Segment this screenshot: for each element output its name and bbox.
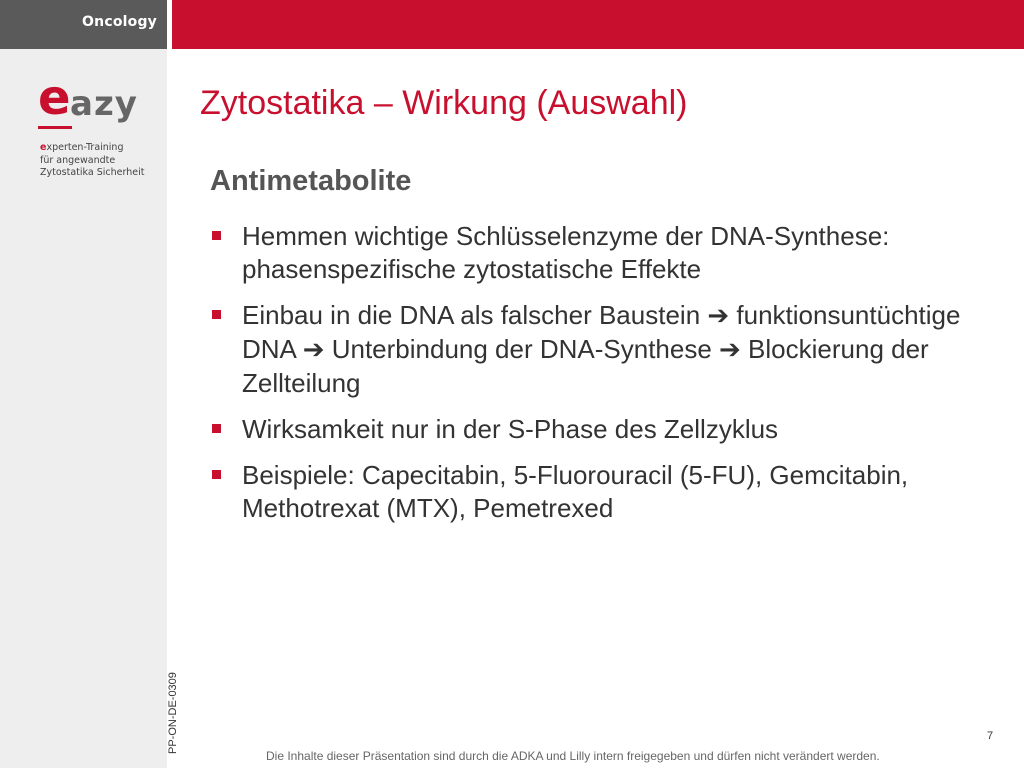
bullet-text: Beispiele: Capecitabin, 5-Fluorouracil (5-FU), Gemcitabin, Methotrexat (MTX), Pemetrexed bbox=[242, 460, 909, 523]
footer-disclaimer: Die Inhalte dieser Präsentation sind durch die ADKA und Lilly intern freigegeben und dürfen nicht verändert werden. bbox=[266, 749, 880, 763]
logo-letter-e: e bbox=[38, 70, 71, 126]
bullet-square-icon bbox=[212, 310, 221, 319]
eazy-logo bbox=[38, 70, 148, 132]
tagline-line3: Zytostatika Sicherheit bbox=[40, 167, 145, 178]
tagline-e: e bbox=[40, 142, 47, 153]
bullet-item bbox=[212, 459, 992, 525]
bullet-square-icon bbox=[212, 470, 221, 479]
logo-underline bbox=[38, 126, 72, 129]
arrow-right-icon: ➔ bbox=[707, 301, 730, 331]
bullet-square-icon bbox=[212, 231, 221, 240]
arrow-right-icon: ➔ bbox=[302, 335, 325, 365]
logo-tagline bbox=[40, 142, 165, 180]
arrow-right-icon: ➔ bbox=[719, 335, 741, 365]
slide-title: Zytostatika – Wirkung (Auswahl) bbox=[200, 84, 688, 122]
bullet-item bbox=[212, 413, 992, 446]
bullet-square-icon bbox=[212, 424, 221, 433]
bullet-text-part: funktionsuntüchtige DNA bbox=[242, 300, 961, 364]
header-grey-bar bbox=[0, 0, 167, 49]
bullet-item bbox=[212, 220, 992, 286]
bullet-text-part: Blockierung der Zellteilung bbox=[242, 334, 929, 398]
bullet-text: Hemmen wichtige Schlüsselenzyme der DNA-Synthese: phasenspezifische zytostatische Effekte bbox=[242, 221, 890, 284]
logo-text: azy bbox=[70, 84, 138, 124]
document-code: PP-ON-DE-0309 bbox=[167, 672, 179, 754]
bullet-item bbox=[212, 299, 992, 400]
tagline-line1: xperten-Training bbox=[46, 142, 124, 153]
bullet-text-part: Unterbindung der DNA-Synthese bbox=[324, 334, 720, 364]
slide-subtitle: Antimetabolite bbox=[210, 165, 412, 197]
bullet-text-part: Einbau in die DNA als falscher Baustein bbox=[242, 300, 708, 330]
oncology-label: Oncology bbox=[82, 14, 157, 30]
bullet-text: Wirksamkeit nur in der S-Phase des Zellzyklus bbox=[242, 414, 779, 444]
bullet-list bbox=[212, 220, 992, 538]
page-number: 7 bbox=[987, 730, 994, 742]
header-red-bar bbox=[172, 0, 1024, 49]
tagline-line2: für angewandte bbox=[40, 154, 116, 166]
